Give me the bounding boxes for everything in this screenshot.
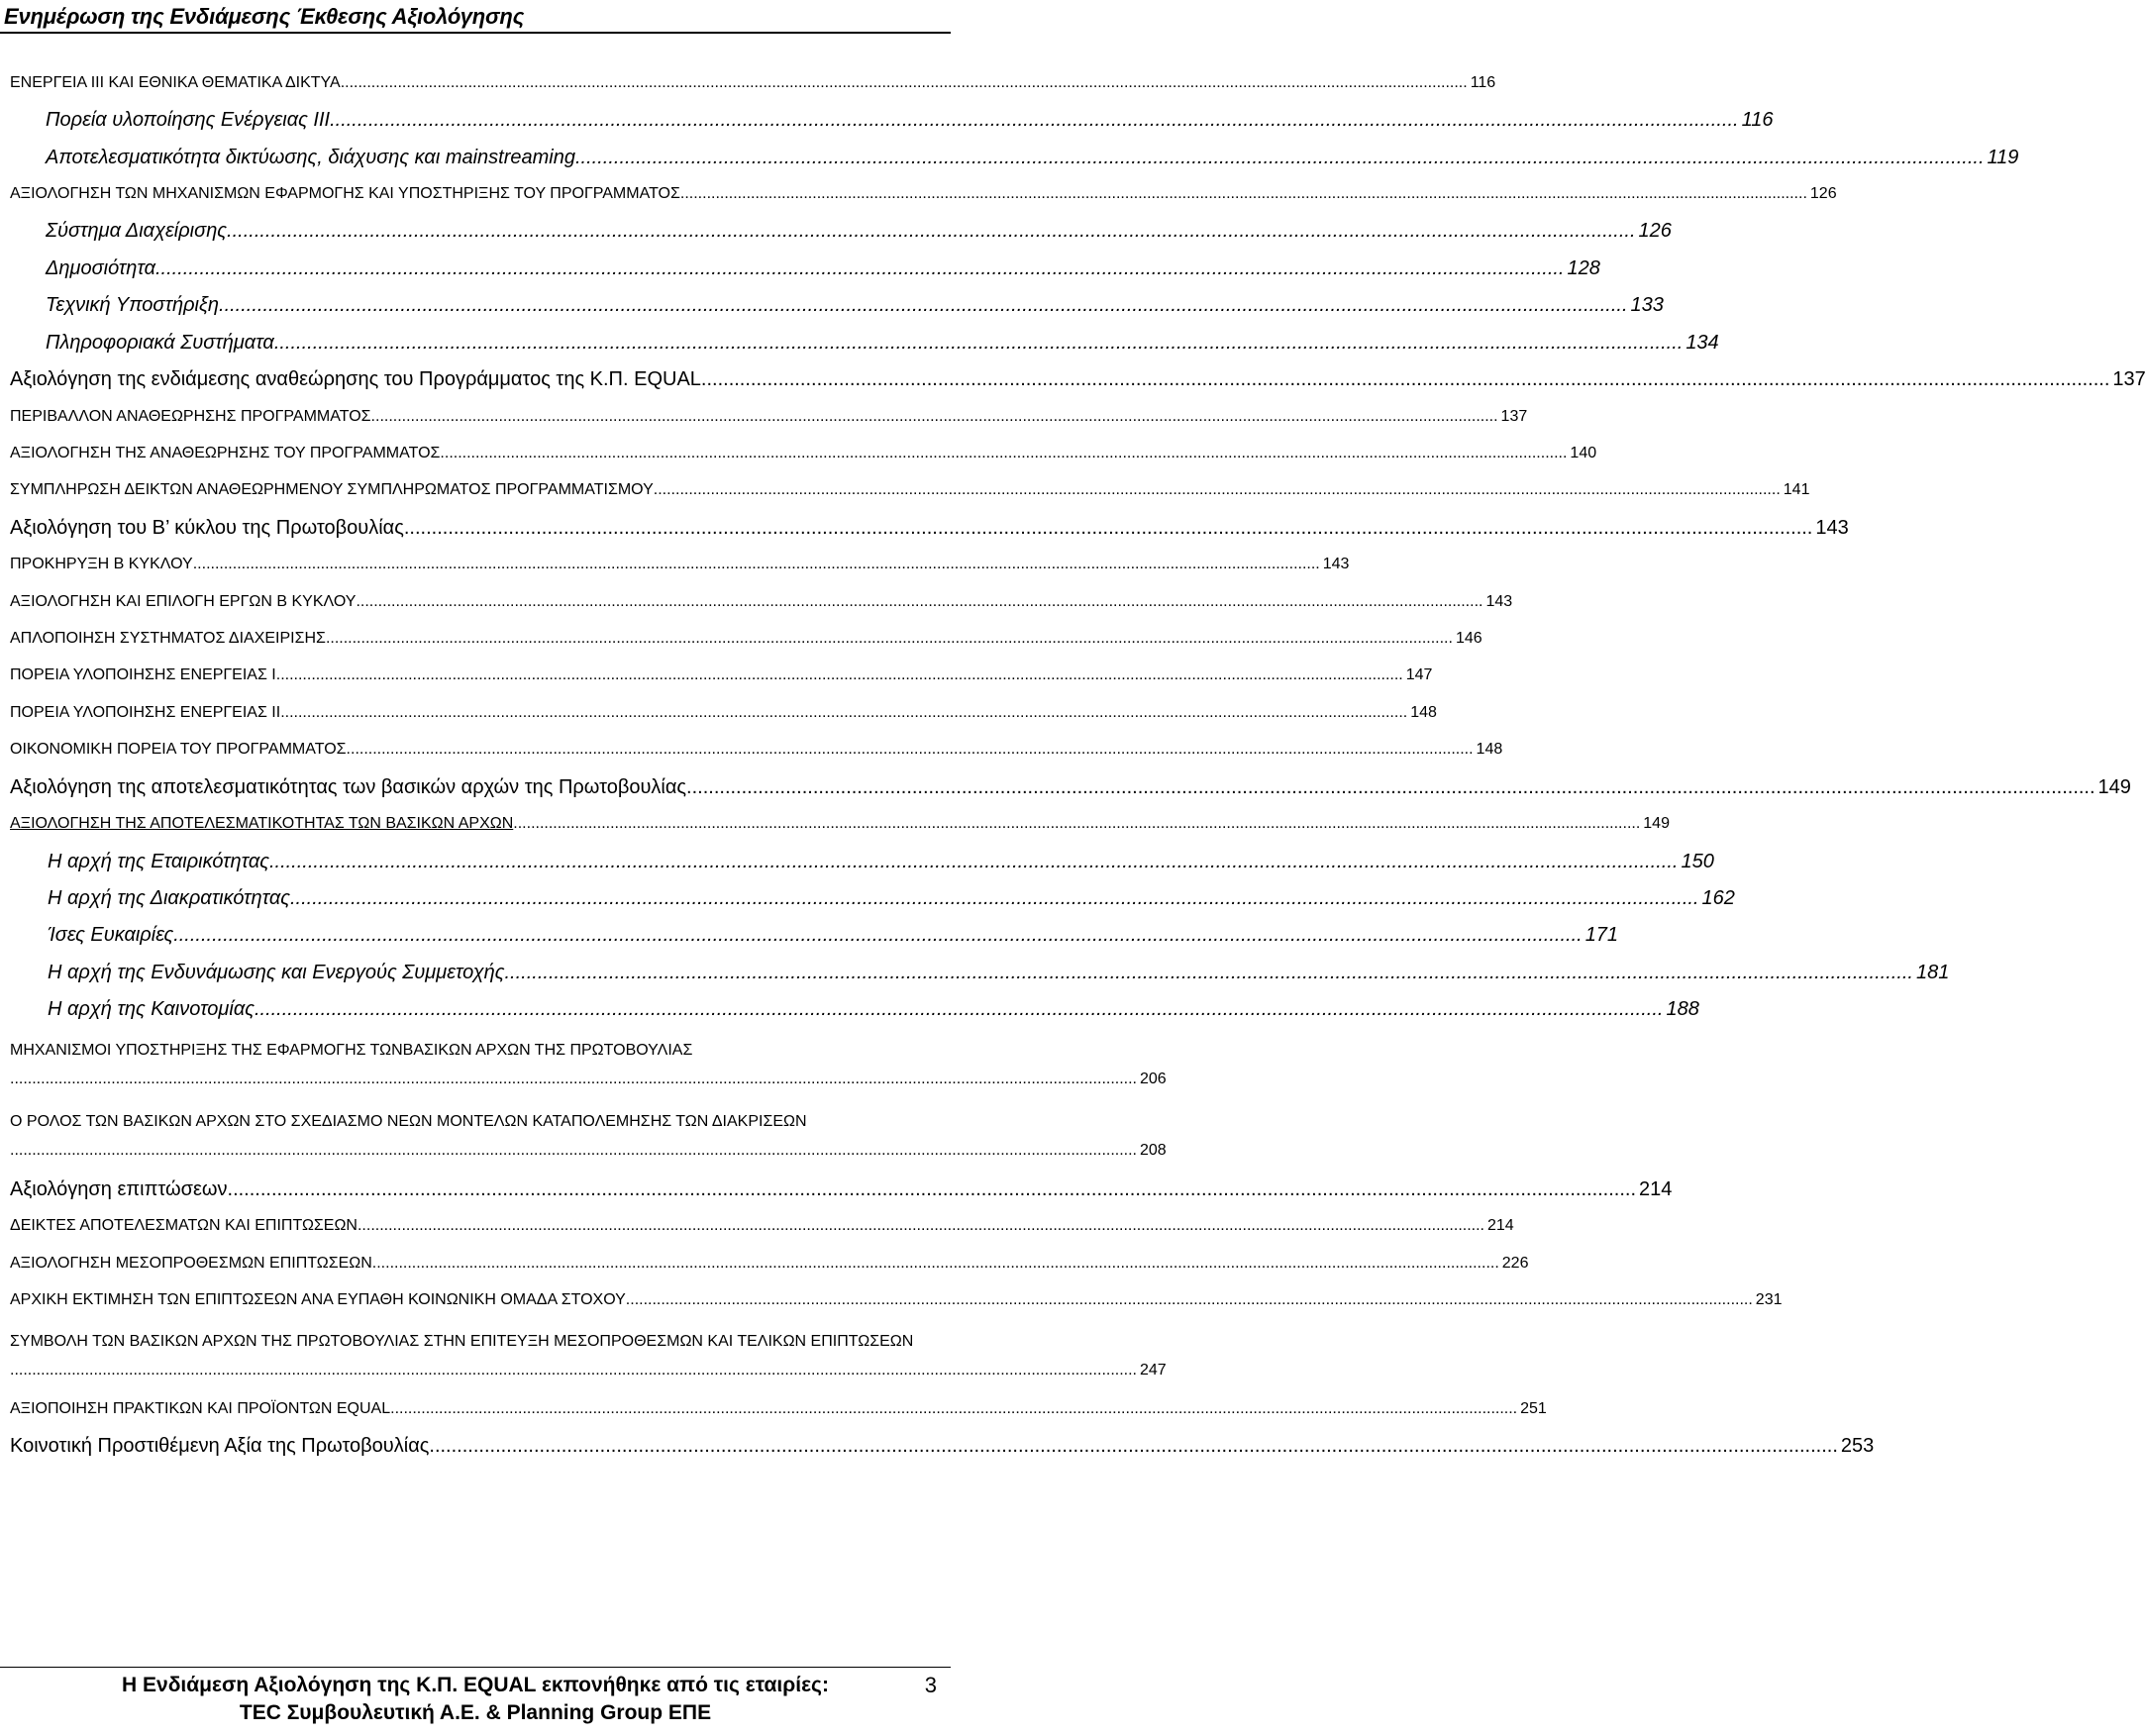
- toc-entry-title: ΕΝΕΡΓΕΙΑ III ΚΑΙ ΕΘΝΙΚΑ ΘΕΜΑΤΙΚΑ ΔΙΚΤΥΑ: [10, 74, 341, 91]
- toc-dot-leader: [274, 331, 1684, 355]
- toc-entry-page: 137: [1500, 408, 1528, 425]
- toc-entry-title: ΔΕΙΚΤΕΣ ΑΠΟΤΕΛΕΣΜΑΤΩΝ ΚΑΙ ΕΠΙΠΤΩΣΕΩΝ: [10, 1217, 358, 1234]
- toc-dot-leader: [440, 442, 1567, 465]
- toc-entry-title: Αξιολόγηση του Β’ κύκλου της Πρωτοβουλίας: [10, 517, 404, 539]
- toc-entry-page: 128: [1567, 257, 1600, 279]
- toc-entry-title: ΠΟΡΕΙΑ ΥΛΟΠΟΙΗΣΗΣ ΕΝΕΡΓΕΙΑΣ II: [10, 704, 281, 721]
- toc-entry-page: 143: [1485, 593, 1513, 610]
- toc-dot-leader: [269, 850, 1679, 873]
- toc-entry-title: ΣΥΜΠΛΗΡΩΣΗ ΔΕΙΚΤΩΝ ΑΝΑΘΕΩΡΗΜΕΝΟΥ ΣΥΜΠΛΗΡΩΜΑΤΟΣ ΠΡΟΓΡΑΜΜΑΤΙΣΜΟΥ: [10, 481, 654, 498]
- toc-entry: [10, 468, 1810, 502]
- toc-entry-page: 181: [1915, 962, 1950, 983]
- toc-entry-page: 126: [1638, 220, 1672, 242]
- toc-dot-leader: [276, 664, 1403, 687]
- footer-credit-line-2: TEC Συμβουλευτική Α.Ε. & Planning Group ΕΠΕ: [239, 1701, 712, 1724]
- toc-entry-title: ΟΙΚΟΝΟΜΙΚΗ ΠΟΡΕΙΑ ΤΟΥ ΠΡΟΓΡΑΜΜΑΤΟΣ: [10, 741, 347, 758]
- toc-entry: [10, 802, 1670, 836]
- toc-entry: [10, 728, 1503, 762]
- toc-dot-leader: [173, 923, 1583, 947]
- toc-dot-leader: [227, 219, 1636, 243]
- toc-entry-title: Πληροφοριακά Συστήματα: [46, 332, 274, 354]
- toc-dot-leader: [10, 1359, 1137, 1382]
- toc-dot-leader: [680, 182, 1807, 206]
- toc-entry-page: 214: [1486, 1217, 1514, 1234]
- toc-entry-page: 148: [1476, 741, 1503, 758]
- toc-entry-page: 140: [1570, 445, 1597, 461]
- toc-dot-leader: [356, 590, 1482, 614]
- toc-entry: [46, 247, 1600, 280]
- toc-entry: [10, 543, 1350, 576]
- toc-entry-title: ΣΥΜΒΟΛΗ ΤΩΝ ΒΑΣΙΚΩΝ ΑΡΧΩΝ ΤΗΣ ΠΡΩΤΟΒΟΥΛΙΑΣ ΣΤΗΝ ΕΠΙΤΕΥΞΗ ΜΕΣΟΠΡΟΘΕΣΜΩΝ ΚΑΙ ΤΕΛΙΚΩΝ ΕΠΙΠΤΩΣΕΩΝ: [10, 1333, 914, 1350]
- running-header: [0, 0, 951, 44]
- toc-entry-page: 226: [1501, 1255, 1529, 1272]
- toc-entry: [10, 617, 1482, 651]
- toc-dot-leader: [575, 146, 1985, 169]
- toc-dot-leader: [429, 1434, 1838, 1458]
- toc-dot-leader: [504, 961, 1913, 984]
- toc-entry-title: ΑΞΙΟΠΟΙΗΣΗ ΠΡΑΚΤΙΚΩΝ ΚΑΙ ΠΡΟΪΟΝΤΩΝ EQUAL: [10, 1400, 391, 1417]
- toc-entry: [10, 1242, 1529, 1276]
- toc-entry-title: Η αρχή της Εταιρικότητας: [48, 851, 269, 872]
- toc-entry: [46, 209, 1672, 243]
- toc-entry-page: 134: [1686, 332, 1719, 354]
- toc-entry-title: Σύστημα Διαχείρισης: [46, 220, 228, 242]
- page-number: 3: [924, 1673, 937, 1697]
- toc-entry-page: 147: [1405, 666, 1433, 683]
- toc-entry: [10, 1204, 1514, 1238]
- toc-entry-title: Η αρχή της Καινοτομίας: [48, 998, 255, 1020]
- toc-entry-title: ΑΡΧΙΚΗ ΕΚΤΙΜΗΣΗ ΤΩΝ ΕΠΙΠΤΩΣΕΩΝ ΑΝΑ ΕΥΠΑΘΗ ΚΟΙΝΩΝΙΚΗ ΟΜΑΔΑ ΣΤΟΧΟΥ: [10, 1291, 626, 1308]
- toc-entry-title: Η αρχή της Διακρατικότητας: [48, 887, 290, 909]
- toc-entry-page: 148: [1410, 704, 1437, 721]
- toc-entry-page: 253: [1840, 1435, 1875, 1457]
- toc-dot-leader: [513, 812, 1640, 836]
- toc-entry-title: Ο ΡΟΛΟΣ ΤΩΝ ΒΑΣΙΚΩΝ ΑΡΧΩΝ ΣΤΟ ΣΧΕΔΙΑΣΜΟ ΝΕΩΝ ΜΟΝΤΕΛΩΝ ΚΑΤΑΠΟΛΕΜΗΣΗΣ ΤΩΝ ΔΙΑΚΡΙΣΕΩΝ: [10, 1113, 807, 1130]
- toc-entry-page: 143: [1815, 517, 1849, 539]
- toc-entry: [46, 98, 1774, 132]
- toc-dot-leader: [219, 293, 1628, 317]
- toc-entry-page: 231: [1755, 1291, 1783, 1308]
- toc-entry-page: 206: [1140, 1071, 1167, 1087]
- toc-dot-leader: [280, 701, 1407, 725]
- toc-entry-page: 149: [2097, 776, 2131, 798]
- header-title: Ενημέρωση της Ενδιάμεσης Έκθεσης Αξιολόγησης: [4, 4, 525, 29]
- toc-entry-page: 146: [1455, 630, 1482, 647]
- toc-entry-title: ΑΞΙΟΛΟΓΗΣΗ ΤΗΣ ΑΝΑΘΕΩΡΗΣΗΣ ΤΟΥ ΠΡΟΓΡΑΜΜΑΤΟΣ: [10, 445, 441, 461]
- toc-entry-page: 150: [1681, 851, 1714, 872]
- toc-entry: [10, 61, 1496, 95]
- toc-dot-leader: [347, 738, 1474, 762]
- footer-credit-line-1: Η Ενδιάμεση Αξιολόγηση της Κ.Π. EQUAL εκπονήθηκε από τις εταιρίες:: [122, 1674, 829, 1696]
- toc-entry-title: Δημοσιότητα: [46, 257, 155, 279]
- page-footer: [0, 1672, 951, 1731]
- toc-entry: [10, 1095, 1167, 1163]
- toc-entry-title: Η αρχή της Ενδυνάμωσης και Ενεργούς Συμμετοχής: [48, 962, 505, 983]
- toc-entry-page: 188: [1666, 998, 1699, 1020]
- toc-entry: [10, 1168, 1673, 1201]
- toc-entry-page: 143: [1322, 556, 1350, 572]
- toc-dot-leader: [330, 108, 1739, 132]
- toc-entry-title: ΑΞΙΟΛΟΓΗΣΗ ΤΩΝ ΜΗΧΑΝΙΣΜΩΝ ΕΦΑΡΜΟΓΗΣ ΚΑΙ ΥΠΟΣΤΗΡΙΞΗΣ ΤΟΥ ΠΡΟΓΡΑΜΜΑΤΟΣ: [10, 185, 680, 202]
- toc-entry: [48, 913, 1619, 947]
- toc-entry-page: 247: [1140, 1362, 1167, 1379]
- toc-dot-leader: [326, 627, 1453, 651]
- toc-entry-page: 141: [1783, 481, 1810, 498]
- toc-entry-title: ΑΞΙΟΛΟΓΗΣΗ ΚΑΙ ΕΠΙΛΟΓΗ ΕΡΓΩΝ Β ΚΥΚΛΟΥ: [10, 593, 357, 610]
- toc-dot-leader: [193, 553, 1320, 576]
- toc-entry-title: Αξιολόγηση της ενδιάμεσης αναθεώρησης του Προγράμματος της Κ.Π. EQUAL: [10, 368, 701, 390]
- toc-entry-title: ΠΡΟΚΗΡΥΞΗ Β ΚΥΚΛΟΥ: [10, 556, 193, 572]
- toc-entry-page: 137: [2112, 368, 2146, 390]
- toc-dot-leader: [404, 516, 1813, 540]
- toc-entry-title: Πορεία υλοποίησης Ενέργειας III: [46, 109, 331, 131]
- toc-entry-page: 251: [1520, 1400, 1547, 1417]
- toc-entry-title: Κοινοτική Προστιθέμενη Αξία της Πρωτοβουλίας: [10, 1435, 430, 1457]
- toc-entry-page: 116: [1741, 109, 1774, 131]
- toc-entry-page: 162: [1701, 887, 1735, 909]
- toc-entry-page: 119: [1987, 147, 2019, 168]
- toc-dot-leader: [686, 775, 2095, 799]
- toc-entry: [10, 357, 2146, 391]
- toc-entry: [10, 1424, 1875, 1458]
- toc-entry-title: Αξιολόγηση επιπτώσεων: [10, 1178, 228, 1200]
- toc-entry-page: 116: [1470, 74, 1496, 91]
- toc-entry-title: ΠΕΡΙΒΑΛΛΟΝ ΑΝΑΘΕΩΡΗΣΗΣ ΠΡΟΓΡΑΜΜΑΤΟΣ: [10, 408, 371, 425]
- toc-dot-leader: [10, 1139, 1137, 1163]
- footer-divider: [0, 1667, 951, 1668]
- toc-entry-page: 149: [1643, 815, 1670, 832]
- toc-dot-leader: [701, 367, 2110, 391]
- toc-entry: [10, 691, 1437, 725]
- toc-entry: [10, 654, 1433, 687]
- toc-entry-title: ΑΞΙΟΛΟΓΗΣΗ ΜΕΣΟΠΡΟΘΕΣΜΩΝ ΕΠΙΠΤΩΣΕΩΝ: [10, 1255, 372, 1272]
- toc-dot-leader: [372, 1252, 1499, 1276]
- toc-entry-title: ΑΞΙΟΛΟΓΗΣΗ ΤΗΣ ΑΠΟΤΕΛΕΣΜΑΤΙΚΟΤΗΤΑΣ ΤΩΝ ΒΑΣΙΚΩΝ ΑΡΧΩΝ: [10, 815, 514, 832]
- toc-entry-title: ΜΗΧΑΝΙΣΜΟΙ ΥΠΟΣΤΗΡΙΞΗΣ ΤΗΣ ΕΦΑΡΜΟΓΗΣ ΤΩΝΒΑΣΙΚΩΝ ΑΡΧΩΝ ΤΗΣ ΠΡΩΤΟΒΟΥΛΙΑΣ: [10, 1042, 693, 1059]
- toc-dot-leader: [290, 886, 1699, 910]
- toc-entry-title: Τεχνική Υποστήριξη: [46, 294, 220, 316]
- toc-entry-title: ΠΟΡΕΙΑ ΥΛΟΠΟΙΗΣΗΣ ΕΝΕΡΓΕΙΑΣ I: [10, 666, 276, 683]
- toc-entry: [10, 1387, 1547, 1421]
- header-divider: [0, 32, 951, 34]
- toc-entry-title: Αξιολόγηση της αποτελεσματικότητας των βασικών αρχών της Πρωτοβουλίας: [10, 776, 687, 798]
- toc-entry: [46, 136, 2019, 169]
- toc-dot-leader: [654, 478, 1781, 502]
- toc-entry: [46, 283, 1664, 317]
- toc-entry: [10, 506, 1849, 540]
- toc-entry: [48, 951, 1950, 984]
- toc-entry: [10, 766, 2131, 799]
- toc-entry: [48, 987, 1699, 1021]
- toc-entry-page: 126: [1809, 185, 1837, 202]
- toc-dot-leader: [358, 1214, 1484, 1238]
- toc-entry: [10, 1024, 1167, 1091]
- toc-dot-leader: [371, 405, 1498, 429]
- toc-dot-leader: [626, 1288, 1753, 1312]
- toc-entry-title: Ίσες Ευκαιρίες: [48, 924, 174, 946]
- toc-entry: [10, 395, 1528, 429]
- toc-entry: [10, 580, 1513, 614]
- toc-entry-title: ΑΠΛΟΠΟΙΗΣΗ ΣΥΣΤΗΜΑΤΟΣ ΔΙΑΧΕΙΡΙΣΗΣ: [10, 630, 326, 647]
- toc-entry: [48, 876, 1735, 910]
- toc-entry: [48, 840, 1714, 873]
- toc-dot-leader: [155, 256, 1565, 280]
- toc-entry-title: Αποτελεσματικότητα δικτύωσης, διάχυσης και mainstreaming: [46, 147, 575, 168]
- toc-dot-leader: [390, 1397, 1517, 1421]
- toc-entry-page: 171: [1584, 924, 1619, 946]
- toc-dot-leader: [255, 997, 1664, 1021]
- toc-entry-page: 214: [1639, 1178, 1673, 1200]
- toc-entry: [10, 172, 1837, 206]
- toc-dot-leader: [228, 1177, 1637, 1201]
- toc-entry-page: 208: [1140, 1142, 1167, 1159]
- toc-entry: [10, 1315, 1167, 1382]
- toc-dot-leader: [341, 71, 1468, 95]
- toc-dot-leader: [10, 1068, 1137, 1091]
- toc-entry: [46, 321, 1719, 355]
- toc-entry: [10, 432, 1597, 465]
- toc-entry-page: 133: [1630, 294, 1664, 316]
- toc-entry: [10, 1278, 1783, 1312]
